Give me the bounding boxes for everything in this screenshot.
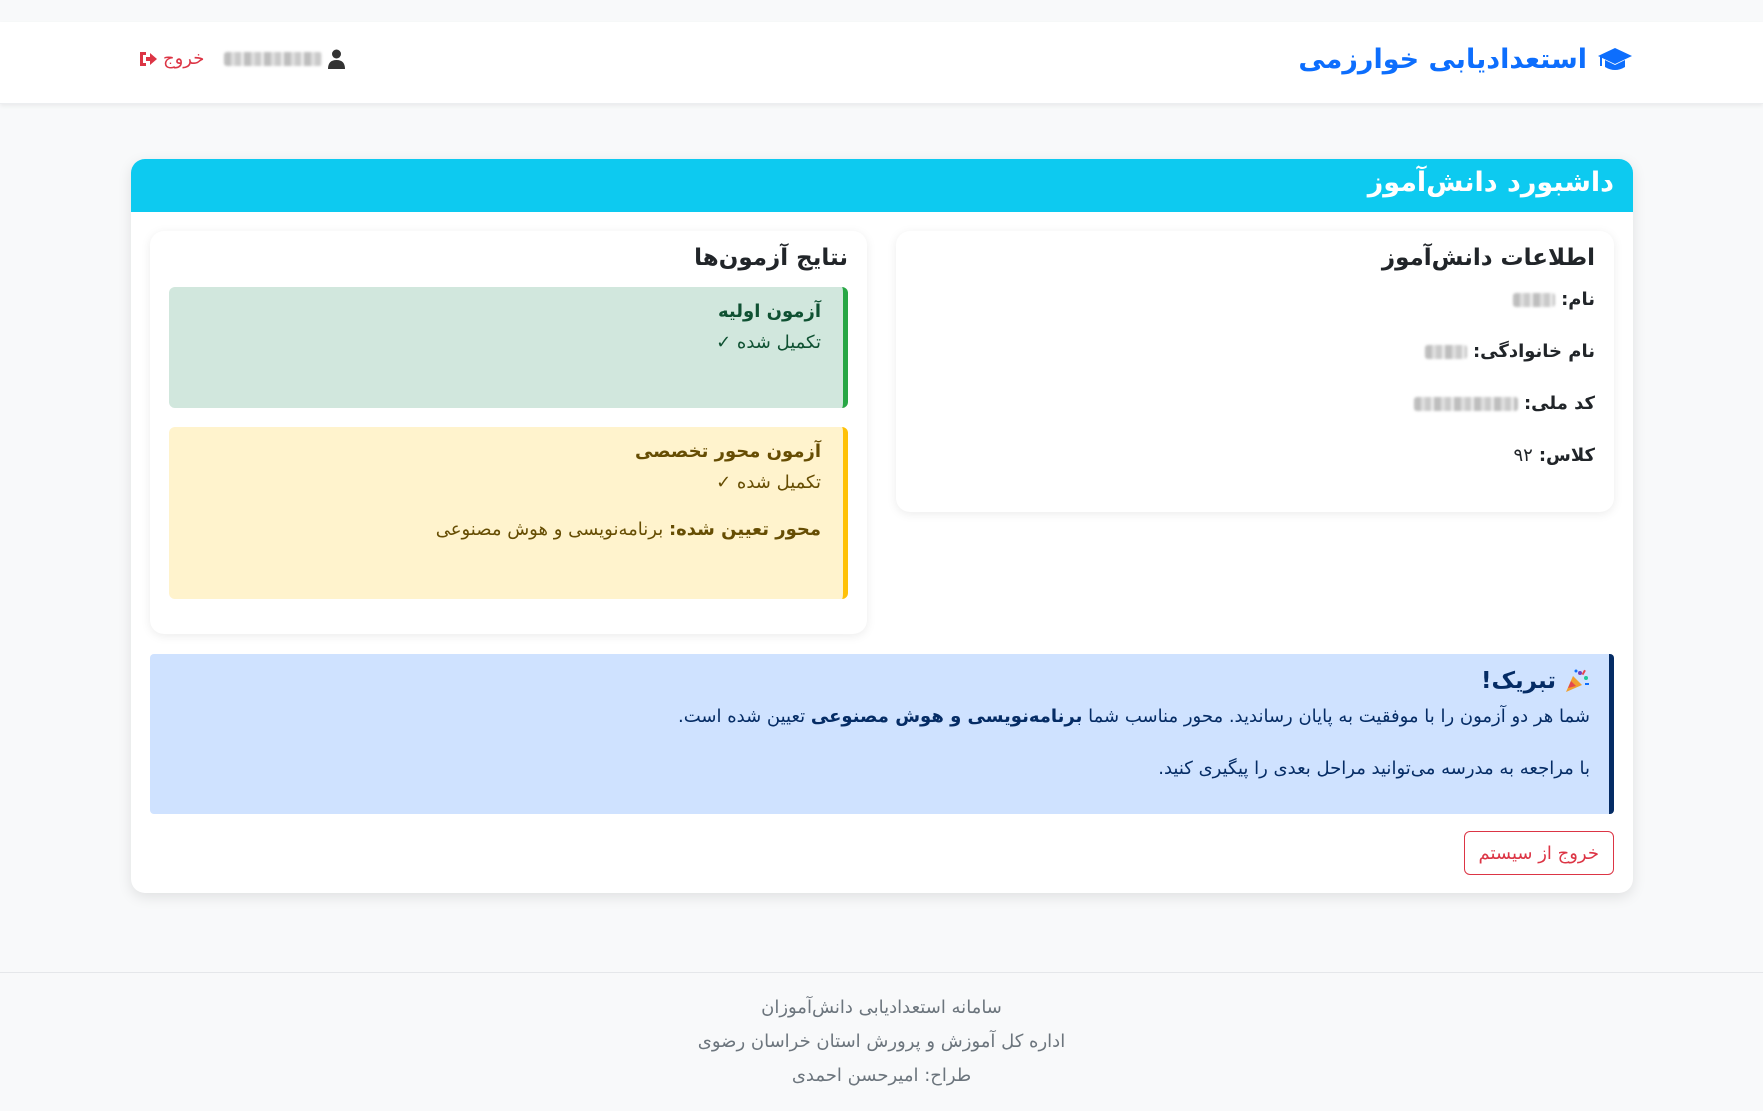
nav-logout-link[interactable] <box>138 48 204 69</box>
user-name-redacted <box>224 52 322 66</box>
congrats-alert <box>150 654 1614 814</box>
specialized-exam-status: تکمیل شده ✓ <box>716 472 821 493</box>
footer <box>0 972 1763 1111</box>
current-user <box>224 49 345 69</box>
assigned-track-label: محور تعیین شده: <box>668 519 821 540</box>
congrats-line1-before: شما هر دو آزمون را با موفقیت به پایان رساندید. محور مناسب شما <box>1088 706 1590 727</box>
national-id-redacted <box>1414 397 1518 411</box>
brand-name: استعدادیابی خوارزمی <box>1298 44 1587 75</box>
party-popper-icon <box>1564 668 1590 694</box>
initial-exam-result <box>169 287 848 408</box>
initial-exam-status: تکمیل شده ✓ <box>716 332 821 353</box>
congrats-next-steps: با مراجعه به مدرسه می‌توانید مراحل بعدی را پیگیری کنید. <box>1158 758 1590 779</box>
congrats-line1-after: تعیین شده است. <box>678 706 806 727</box>
specialized-exam-result <box>169 427 848 599</box>
sign-out-icon <box>138 50 158 68</box>
assigned-track <box>187 519 821 540</box>
first-name-label: نام: <box>1561 289 1595 310</box>
footer-system-name: سامانه استعدادیابی دانش‌آموزان <box>761 997 1002 1018</box>
graduation-cap-icon <box>1597 47 1633 73</box>
congrats-title: تبریک! <box>1480 668 1556 694</box>
navbar <box>0 22 1763 104</box>
dashboard-title: داشبورد دانش‌آموز <box>131 159 1633 212</box>
national-id-row <box>915 391 1595 443</box>
congrats-heading <box>169 668 1590 694</box>
assigned-track-value: برنامه‌نویسی و هوش مصنوعی <box>435 519 664 540</box>
first-name-row <box>915 287 1595 339</box>
national-id-label: کد ملی: <box>1523 393 1595 414</box>
last-name-label: نام خانوادگی: <box>1472 341 1595 362</box>
footer-organization: اداره کل آموزش و پرورش استان خراسان رضوی <box>697 1031 1066 1052</box>
brand-link[interactable] <box>1298 44 1633 75</box>
nav-logout-label: خروج <box>163 48 205 69</box>
exam-results-card <box>150 231 867 634</box>
first-name-redacted <box>1513 293 1555 307</box>
congrats-message <box>169 704 1590 730</box>
class-value: ۹۲ <box>1513 445 1533 466</box>
footer-designer: طراح: امیرحسن احمدی <box>791 1065 972 1086</box>
student-info-title: اطلاعات دانش‌آموز <box>1381 245 1595 271</box>
last-name-redacted <box>1425 345 1467 359</box>
class-label: کلاس: <box>1538 445 1595 466</box>
nav-user-area <box>138 48 345 69</box>
logout-button[interactable]: خروج از سیستم <box>1464 831 1615 875</box>
class-row <box>915 443 1595 495</box>
initial-exam-name: آزمون اولیه <box>718 301 821 322</box>
dashboard-card <box>131 159 1633 893</box>
student-info-card <box>896 231 1614 512</box>
exam-results-title: نتایج آزمون‌ها <box>694 245 848 271</box>
specialized-exam-name: آزمون محور تخصصی <box>634 441 821 462</box>
congrats-track-bold: برنامه‌نویسی و هوش مصنوعی <box>810 706 1083 727</box>
user-icon <box>328 49 345 69</box>
last-name-row <box>915 339 1595 391</box>
